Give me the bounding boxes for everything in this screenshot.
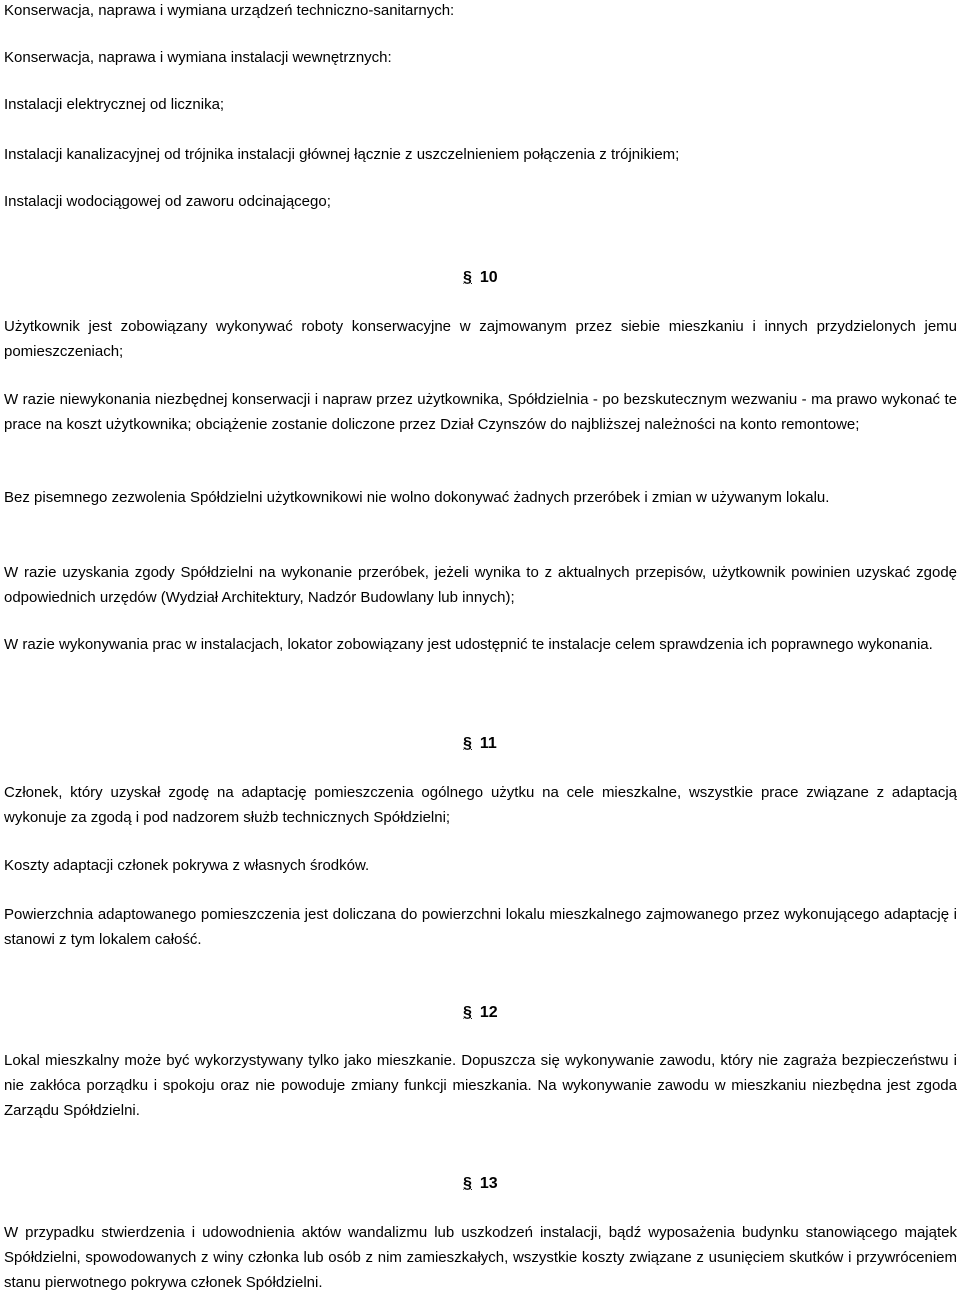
section-number: 12 <box>479 1004 498 1021</box>
section-symbol: § <box>463 1175 472 1192</box>
section-12-paragraph-1: Lokal mieszkalny może być wykorzystywany tylko jako mieszkanie. Dopuszcza się wykonywanie zawodu, który nie zagraża bezpieczeństwu i nie zakłóca porządku i spokoju oraz nie powoduje zmiany funkcji mieszkania. Na wykonywanie zawodu w mieszkaniu niezbędna jest zgoda Zarządu Spółdzielni. <box>4 1052 957 1119</box>
section-10-paragraph-3: Bez pisemnego zezwolenia Spółdzielni użytkownikowi nie wolno dokonywać żadnych przeróbek i zmian w używanym lokalu. <box>4 489 830 506</box>
section-13-paragraph-1: W przypadku stwierdzenia i udowodnienia aktów wandalizmu lub uszkodzeń instalacji, bądź wyposażenia budynku stanowiącego majątek Spółdzielni, spowodowanych z winy członka lub osób z nim zamieszkałych, wszystkie koszty związane z usunięciem skutków i przywróceniem stanu pierwotnego pokrywa członek Spółdzielni. <box>4 1224 957 1291</box>
section-symbol: § <box>463 269 472 286</box>
section-number: 13 <box>479 1175 498 1192</box>
intro-line: Konserwacja, naprawa i wymiana urządzeń techniczno-sanitarnych: <box>4 2 455 19</box>
section-number: 10 <box>479 269 498 286</box>
section-heading-13 <box>463 1173 498 1195</box>
section-11-paragraph-2: Koszty adaptacji członek pokrywa z własnych środków. <box>4 857 370 874</box>
section-symbol: § <box>463 735 472 752</box>
intro-line: Instalacji kanalizacyjnej od trójnika instalacji głównej łącznie z uszczelnieniem połączenia z trójnikiem; <box>4 146 680 163</box>
section-symbol: § <box>463 1004 472 1021</box>
section-11-paragraph-1: Członek, który uzyskał zgodę na adaptację pomieszczenia ogólnego użytku na cele mieszkalne, wszystkie prace związane z adaptacją wykonuje za zgodą i pod nadzorem służb technicznych Spółdzielni; <box>4 784 957 826</box>
section-10-paragraph-4: W razie uzyskania zgody Spółdzielni na wykonanie przeróbek, jeżeli wynika to z aktualnych przepisów, użytkownik powinien uzyskać zgodę odpowiednich urzędów (Wydział Architektury, Nadzór Budowlany lub innych); <box>4 564 957 606</box>
intro-line: Instalacji elektrycznej od licznika; <box>4 96 225 113</box>
intro-line: Instalacji wodociągowej od zaworu odcinającego; <box>4 193 331 210</box>
section-10-paragraph-5: W razie wykonywania prac w instalacjach, lokator zobowiązany jest udostępnić te instalacje celem sprawdzenia ich poprawnego wykonania. <box>4 636 933 653</box>
intro-line: Konserwacja, naprawa i wymiana instalacji wewnętrznych: <box>4 49 392 66</box>
section-10-paragraph-1: Użytkownik jest zobowiązany wykonywać roboty konserwacyjne w zajmowanym przez siebie mieszkaniu i innych przydzielonych jemu pomieszczeniach; <box>4 318 957 360</box>
section-heading-10 <box>463 267 498 289</box>
section-11-paragraph-3: Powierzchnia adaptowanego pomieszczenia jest doliczana do powierzchni lokalu mieszkalnego zajmowanego przez wykonującego adaptację i stanowi z tym lokalem całość. <box>4 906 957 948</box>
section-heading-12 <box>463 1002 498 1024</box>
section-heading-11 <box>463 733 497 755</box>
section-number: 11 <box>479 735 497 752</box>
section-10-paragraph-2: W razie niewykonania niezbędnej konserwacji i napraw przez użytkownika, Spółdzielnia - po bezskutecznym wezwaniu - ma prawo wykonać te prace na koszt użytkownika; obciążenie zostanie doliczone przez Dział Czynszów do najbliższej należności na konto remontowe; <box>4 391 957 433</box>
